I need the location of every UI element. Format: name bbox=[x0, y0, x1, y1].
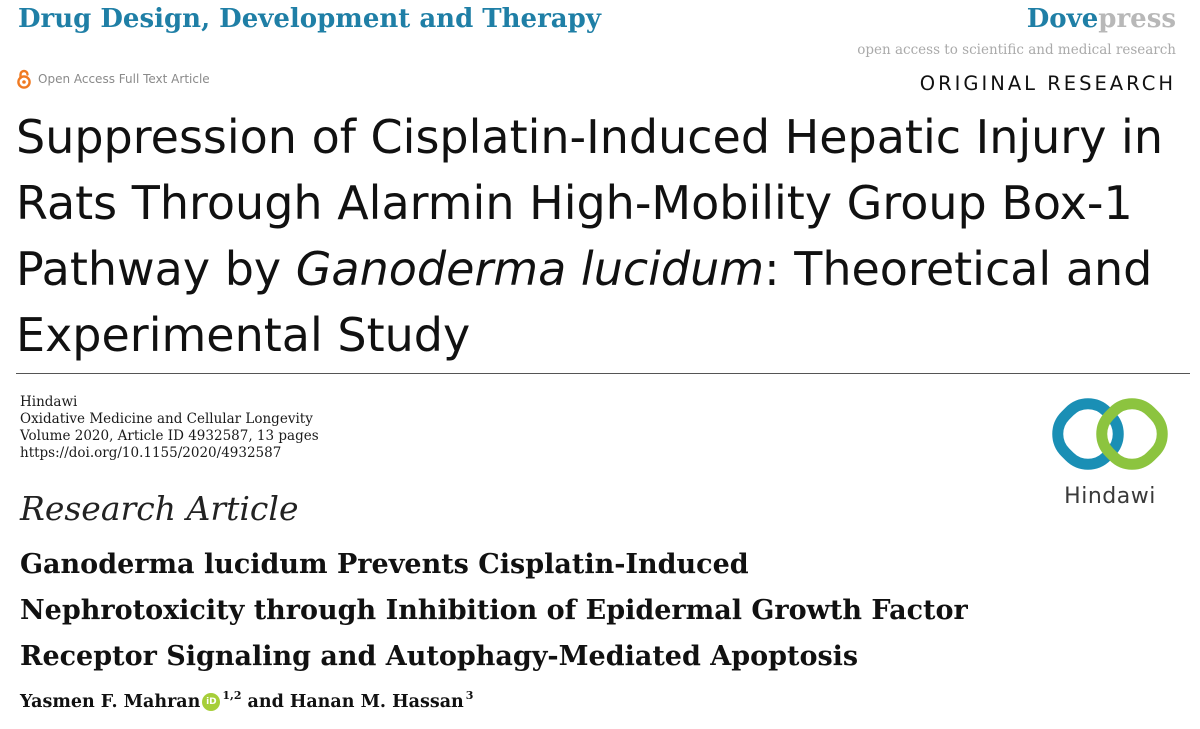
article-type-label: ORIGINAL RESEARCH bbox=[919, 72, 1176, 95]
hindawi-logo-icon bbox=[1046, 394, 1174, 482]
paper-title-species: Ganoderma lucidum bbox=[295, 242, 765, 296]
section-divider bbox=[16, 373, 1190, 374]
paper2-title-line: Ganoderma lucidum Prevents Cisplatin-Induced bbox=[20, 549, 749, 580]
doi-link[interactable]: https://doi.org/10.1155/2020/4932587 bbox=[20, 445, 282, 461]
dovepress-logo[interactable] bbox=[1027, 4, 1176, 34]
author-name: Yasmen F. Mahran bbox=[20, 692, 201, 712]
author-affiliation: 3 bbox=[465, 688, 474, 702]
hindawi-meta-block bbox=[20, 394, 319, 462]
author-connector: and bbox=[247, 692, 284, 712]
author-affiliation: 1,2 bbox=[222, 688, 242, 702]
hindawi-wordmark: Hindawi bbox=[1064, 484, 1156, 509]
publisher-name: Hindawi bbox=[20, 394, 78, 410]
open-access-label: Open Access Full Text Article bbox=[38, 72, 210, 86]
orcid-icon[interactable]: iD bbox=[202, 693, 220, 711]
dovepress-logo-dove: Dove bbox=[1026, 4, 1099, 34]
paper2-title-line: Nephrotoxicity through Inhibition of Epidermal Growth Factor bbox=[20, 595, 968, 626]
paper2-title bbox=[20, 542, 1170, 680]
journal-name: Oxidative Medicine and Cellular Longevity bbox=[20, 411, 313, 427]
journal-title: Drug Design, Development and Therapy bbox=[18, 4, 601, 34]
article-category: Research Article bbox=[20, 489, 299, 528]
paper-title bbox=[16, 104, 1188, 368]
open-access-badge bbox=[16, 69, 210, 89]
volume-info: Volume 2020, Article ID 4932587, 13 pages bbox=[20, 428, 319, 444]
author-list bbox=[20, 688, 474, 712]
paper-title-part1: Suppression of Cisplatin-Induced Hepatic Injury in Rats Through Alarmin High-Mobility Group Box-1 Pathway by bbox=[16, 110, 1163, 296]
publisher-tagline: open access to scientific and medical research bbox=[857, 42, 1176, 58]
hindawi-logo[interactable] bbox=[1046, 394, 1174, 514]
paper-title-part2: : Theoretical and Experimental Study bbox=[16, 242, 1153, 362]
paper2-title-line: Receptor Signaling and Autophagy-Mediated Apoptosis bbox=[20, 641, 859, 672]
dovepress-logo-press: press bbox=[1098, 4, 1176, 34]
open-access-lock-icon bbox=[16, 69, 32, 89]
author-name: Hanan M. Hassan bbox=[289, 692, 464, 712]
